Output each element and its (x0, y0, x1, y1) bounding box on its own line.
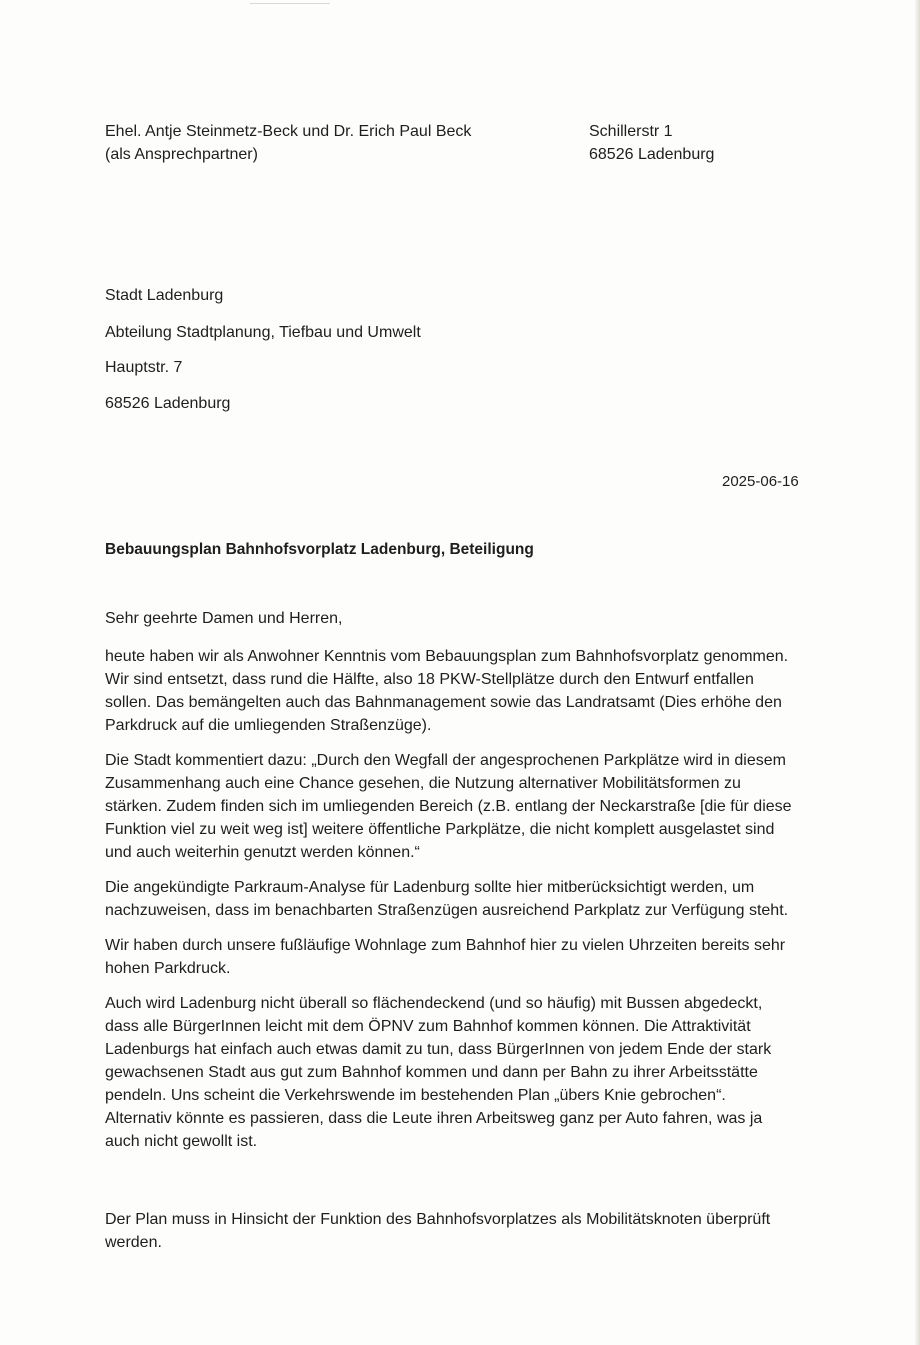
sender-role: (als Ansprechpartner) (105, 146, 258, 163)
paragraph-line: Zusammenhang auch eine Chance gesehen, die Nutzung alternativer Mobilitätsformen zu (105, 775, 741, 792)
paragraph (105, 749, 805, 864)
paragraph-line: werden. (105, 1234, 162, 1251)
paragraph (105, 934, 805, 980)
paragraph-line: Der Plan muss in Hinsicht der Funktion des Bahnhofsvorplatzes als Mobilitätsknoten überprüft (105, 1211, 771, 1228)
paragraph (105, 645, 805, 737)
letter-date: 2025-06-16 (722, 473, 799, 490)
paragraph-line: Die Stadt kommentiert dazu: „Durch den Wegfall der angesprochenen Parkplätze wird in diesem (105, 752, 786, 769)
paragraph-line: Parkdruck auf die umliegenden Straßenzüge). (105, 717, 432, 734)
sender-street: Schillerstr 1 (589, 123, 673, 140)
paragraph-line: dass alle BürgerInnen leicht mit dem ÖPNV zum Bahnhof kommen können. Die Attraktivität (105, 1018, 751, 1035)
sender-name: Ehel. Antje Steinmetz-Beck und Dr. Erich Paul Beck (105, 123, 472, 140)
paragraph-line: hohen Parkdruck. (105, 960, 231, 977)
paragraph-line: Wir haben durch unsere fußläufige Wohnlage zum Bahnhof hier zu vielen Uhrzeiten bereits sehr (105, 937, 786, 954)
paragraph-line: gewachsenen Stadt aus gut zum Bahnhof kommen und dann per Bahn zu ihrer Arbeitsstätte (105, 1064, 758, 1081)
recipient-name: Stadt Ladenburg (105, 287, 224, 304)
scan-artifact-line (250, 3, 330, 4)
paragraph-line: Wir sind entsetzt, dass rund die Hälfte, also 18 PKW-Stellplätze durch den Entwurf entfallen (105, 671, 754, 688)
paragraph-line: pendeln. Uns scheint die Verkehrswende im bestehenden Plan „übers Knie gebrochen“. (105, 1087, 726, 1104)
paragraph-line: und auch weiterhin genutzt werden können.“ (105, 844, 420, 861)
paragraph (105, 876, 805, 922)
paragraph-line: Alternativ könnte es passieren, dass die Leute ihren Arbeitsweg ganz per Auto fahren, was ja (105, 1110, 763, 1127)
salutation: Sehr geehrte Damen und Herren, (105, 610, 343, 627)
paragraph-line: Auch wird Ladenburg nicht überall so flächendeckend (und so häufig) mit Bussen abgedeckt, (105, 995, 763, 1012)
sender-address-block (589, 120, 829, 166)
paragraph-line: heute haben wir als Anwohner Kenntnis vom Bebauungsplan zum Bahnhofsvorplatz genommen. (105, 648, 789, 665)
paragraph-line: Ladenburgs hat einfach auch etwas damit zu tun, dass BürgerInnen von jedem Ende der stark (105, 1041, 772, 1058)
scan-edge-shadow (914, 0, 920, 1345)
sender-block (105, 120, 525, 166)
recipient-department: Abteilung Stadtplanung, Tiefbau und Umwelt (105, 324, 421, 341)
sender-city: 68526 Ladenburg (589, 146, 715, 163)
letter-subject: Bebauungsplan Bahnhofsvorplatz Ladenburg, Beteiligung (105, 541, 534, 558)
paragraph-line: sollen. Das bemängelten auch das Bahnmanagement sowie das Landratsamt (Dies erhöhe den (105, 694, 782, 711)
paragraph-line: Die angekündigte Parkraum-Analyse für Ladenburg sollte hier mitberücksichtigt werden, um (105, 879, 755, 896)
paragraph-line: auch nicht gewollt ist. (105, 1133, 258, 1150)
paragraph (105, 1208, 805, 1254)
paragraph (105, 992, 805, 1153)
paragraph-line: nachzuweisen, dass im benachbarten Straßenzügen ausreichend Parkplatz zur Verfügung steht. (105, 902, 789, 919)
paragraph-line: stärken. Zudem finden sich im umliegenden Bereich (z.B. entlang der Neckarstraße [die für diese (105, 798, 792, 815)
paragraph-line: Funktion viel zu weit weg ist] weitere öffentliche Parkplätze, die nicht komplett ausgelastet sind (105, 821, 775, 838)
recipient-city: 68526 Ladenburg (105, 395, 231, 412)
recipient-street: Hauptstr. 7 (105, 359, 183, 376)
